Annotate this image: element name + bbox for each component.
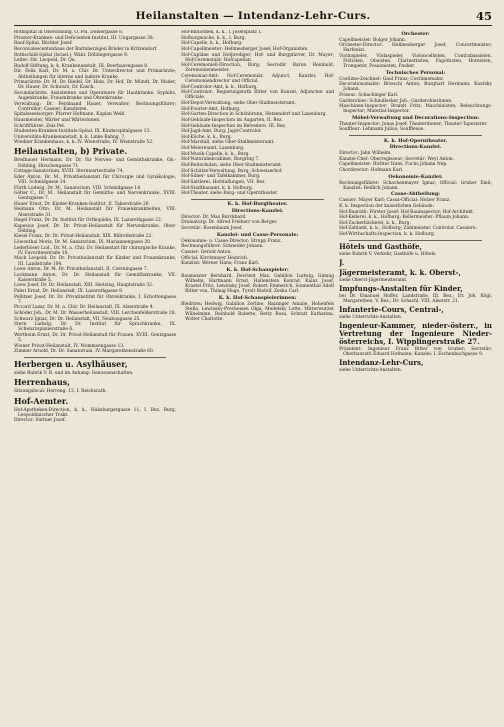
directory-entry: Ceremonial-Amt: Hof-Ceremoniär, Adjunct, Kanzlei; Hof-Ceremoniendirector und Official. — [181, 73, 335, 84]
directory-entry: Hausmeister, Wärter und Wärterinnen. — [14, 117, 101, 123]
directory-entry: Hegel Franz, Dr. Dr. Institut für Orthopädie, IX. Lazarethgasse 22. — [14, 218, 163, 224]
subsection-heading: Directions-Kanzlei. — [231, 207, 284, 214]
directory-entry: Hof-Marstall, siehe Ober-Stallmeisteramt. — [181, 140, 275, 146]
directory-entry: Hof-Meiereiamt, Laxenburg. — [181, 146, 245, 152]
directory-entry: Maschinen-Inspector: Brandt Fritz; Maschinisten; Beleuchtungs-Inspector; Material-Inspector. — [339, 104, 492, 115]
column-left — [14, 30, 176, 726]
section-heading: Herrenhaus, — [14, 377, 71, 388]
directory-entry: Baumeister Bernhard, Devrient Max, Gabillon Ludwig, Gimnig Wilhelm, Hartmann Ernst, Hallenstein Konrad, Kainz Josef, Krastel Fritz, Lewinsky Josef, Robert Emmerich, Sonnenthal Adolf Ritter von, Thimig Hugo, Tyrolt Rudolf, Zeska Carl. — [181, 273, 335, 295]
running-header — [14, 10, 492, 26]
directory-entry: Piccard Lazar, Dr. M. a. Chir. Dr. Heilanstalt, IX. Alserstraße 4. — [14, 305, 154, 311]
directory-entry: Bleibtreu Hedwig, Gabillon Zerline, Haizinger Amalie, Hohenfels Stella, Lewinsky-Precheisen Olga, Medelsky Lotte, Mitterwurzer Wilhelmine, Reinhold Babette, Retty Rosa, Schratt Katharina, Wolter Charlotte. — [181, 301, 335, 322]
directory-entry: Costüme-Zeichner: Gaul Franz; Costümemaler. — [339, 76, 444, 82]
directory-entry: Hof-Zahlamt, k. k., Hofburg; Zahlmeister, Controlor, Cassiere. — [339, 226, 478, 232]
subsection-heading: K. k. Hof-Schauspielerinnen: — [218, 294, 297, 301]
directory-entry: Kanzlei-Chef: Oberregisseur; Secretär: Weyl Anton. — [339, 156, 454, 162]
directory-entry: Rauf-Spital, Büchler Josef. — [14, 41, 73, 47]
directory-entry: Spitalsseelsorger: Pfarrer Hofmann, Kaplan Weiß. — [14, 112, 126, 118]
column-right — [339, 30, 492, 726]
section-divider — [349, 135, 482, 136]
directory-entry: Gölter C., Dr. M., Heilanstalt für Gemüths- und Nervenkranke, XVIII. Gentzgasse 7. — [14, 191, 177, 202]
directory-entry: Fürth Ludwig, Dr. M., Sanatorium, VIII. Schmidgasse 14. — [14, 185, 142, 191]
directory-entry: Hof-Fourier-Amt, Hofburg. — [181, 106, 241, 112]
directory-entry: Schriftführer: Zeis Pet. — [14, 123, 66, 129]
section-heading: Jägermeisteramt, k. k. Oberst-, — [339, 268, 461, 278]
section-divider — [191, 199, 324, 200]
directory-entry: Schöder Joh., Dr. M. Dr. Wasserheilanstalt, VIII. Lerchenfelderstraße 28. — [14, 311, 176, 317]
columns — [14, 30, 492, 726]
directory-entry: Hofburgwache, k. k., I. Burg. — [181, 35, 247, 41]
section-heading: Infanterie-Cours, Central-, — [339, 305, 444, 315]
directory-entry: siehe Oberst-Jägermeisteramt. — [339, 278, 408, 284]
directory-entry: Friseur: Schachinger Karl. — [339, 92, 399, 98]
directory-entry: Kiesel Franz, Dr. Dr. Privat-Heilanstalt, XIX. Billrothstraße 22. — [14, 234, 153, 240]
directory-entry: Loew Josef, Dr. Dr. Heilanstalt, XIII. Hietzing, Hauptstraße 32. — [14, 283, 154, 289]
directory-entry: siehe Unterrichts-Anstalten. — [339, 315, 403, 321]
subsection-heading: K. k. Hof-Operntheater. — [383, 137, 448, 144]
page-number: 45 — [475, 9, 492, 23]
directory-entry: Rechnungsführer: Schachenmayer Ignaz; Official: Gruber Emil; Kanzlist: Redlich Johann. — [339, 180, 492, 191]
directory-entry: Lederhöser Lud., Dr. M. a. Chir. Dr. Heilanstalt für chirurgische Kranke, IV. Favoritenstraße 16. — [14, 245, 177, 256]
directory-entry: Rothspital in Oberdöbling, O. Pöl. Döblergasse 8. — [14, 30, 124, 35]
directory-entry: Orchester-Director: Hellmesberger Josef; Concertmeister; Harfenist. — [339, 43, 492, 54]
subsection-heading: Möbel-Verwaltung und Decorations-Inspection: — [351, 114, 480, 121]
directory-entry: Hof-Stadtbauamt, k. k. Hofburg. — [181, 185, 254, 191]
directory-entry: Zimmer Arnold, Dr. Dr. Sanatorium, IV. Margarethenstraße 60. — [14, 349, 155, 355]
section-heading: Hof-Aemter. — [14, 395, 69, 406]
directory-entry: Capellmeister: Richter Hans, Fuchs Johann Nep. — [339, 162, 448, 168]
directory-entry: Hof-Küche, k. k., Burg. — [181, 134, 232, 140]
subsection-heading: Kanzlei- und Casse-Personale: — [216, 231, 299, 238]
directory-entry: Löwenthal Moriz, Dr. M. Sanatorium, IX. Mariannengasse 20. — [14, 240, 152, 246]
section-heading: Intendanz-Lehr-Curs, — [339, 358, 424, 368]
directory-entry: Decorationsmaler: Brioschi Anton; Burghart Hermann; Kautsky Johann. — [339, 82, 492, 93]
directory-entry: Hof-Gebäude-Inspection im Belvedere, III. Bez. — [181, 123, 287, 129]
directory-entry: Kapesius Josef, Dr. Dr. Privat-Heilanstalt für Nervenkranke, Ober-Döbling. — [14, 223, 177, 234]
directory-entry: Dramaturg: Dr. Alfred Freiherr von Berger. — [181, 220, 278, 226]
section-divider — [24, 357, 166, 358]
subsection-heading: Casse-Abtheilung: — [391, 191, 440, 198]
subsection-heading: Directions-Kanzlei. — [389, 144, 442, 151]
directory-entry: Hauer Ernst, Dr. Kinder-Kranken-Institut, II. Taborstraße 20. — [14, 201, 150, 207]
directory-entry: Hof-Baurath: Förster Josef; Hof-Bauinspector; Hof-Architekt. — [339, 209, 475, 215]
directory-entry: Souffleur: Lehmann Julius; Souffleuse. — [339, 127, 425, 133]
directory-entry: Hof-Ceremoniell-Direction, Burg; Secretär Baron Reinhold, Zeremonienmeister. — [181, 63, 335, 74]
directory-entry: Hof-Depot-Verwaltung, siehe Ober-Stallmeisteramt. — [181, 100, 297, 106]
directory-entry: Hof-Controlor-Amt, k. k., Hofburg. — [181, 84, 258, 90]
section-heading: Ingenieur-Kammer, nieder-österr., in Vertretung der Ingenieure Nieder-österreichs, I. Wipplingerstraße 27. — [339, 321, 492, 347]
subsection-heading: K. k. Hof-Schauspieler: — [226, 266, 289, 273]
directory-entry: Secretär: Rosenbaum Josef. — [181, 226, 243, 232]
directory-entry: siehe Unterrichts-Anstalten. — [339, 368, 403, 374]
directory-entry: Primarärzte: Dr. M. Dr. Riedel, Dr. Hein, Dr. Hof, Dr. Mündt, Dr. Mader, Dr. Hauer, Dr. Schwarz, Dr. Kasch. — [14, 80, 177, 91]
directory-entry: Hof-Gebäude-Inspection im Augarten, II. Bez. — [181, 117, 283, 123]
directory-entry: Official: Kirchmayer Heinrich. — [181, 255, 249, 261]
directory-entry: Luckmann Anton, Dr. Dr. Heilanstalt für Gemüthskranke, VII. Kaiserstraße 5. — [14, 272, 177, 283]
directory-entry: Wiedner Krankenhaus, k. k. IV. Wienstraße, IV. Wienstraße 52. — [14, 140, 154, 146]
subsection-heading: Orchester: — [401, 30, 430, 37]
directory-entry: siehe Rubrik V. B. und im Anhang: Genossenschaften. — [14, 371, 134, 377]
directory-entry: Studenten-Kranken-Instituts-Spital, IX. Kinderspitalgasse 13. — [14, 129, 151, 135]
section-heading: Impfungs-Anstalten für Kinder, — [339, 284, 463, 294]
directory-entry: Cottage-Sanatorium, XVIII. Sternwartestraße 74. — [14, 169, 124, 175]
directory-entry: Hof-Apotheken-Direction, k. k., Habsburgergasse 11, I. Bez. Burg, Leopoldinischer Trakt. — [14, 407, 177, 418]
directory-entry: Hof-Silber- und Tafelkammer, Burg. — [181, 174, 261, 180]
directory-entry: Theater-Inspector: Jonas Josef; Theaterdiener; Theater-Tapezierer. — [339, 121, 488, 127]
directory-entry: Leiter: Dir. Leopold, Dr. Qu. — [14, 58, 76, 64]
directory-entry: Reconvalescentenhaus der Barmherzigen Brüder in Kritzendorf. — [14, 46, 158, 52]
subsection-heading: Technisches Personal: — [385, 69, 446, 76]
subsection-heading: Oekonomie-Kanzlei: — [388, 173, 443, 180]
directory-entry: Eder Anton, Dr. M., Privatheilanstalt für Chirurgie und Gynäkologie, VIII. Schmidgasse 14. — [14, 174, 177, 185]
directory-entry: Stern Ludwig, Dr. Dr. Institut für Sprachkranke, IX. Schwarzspanierstraße 6. — [14, 322, 177, 333]
directory-entry: Hof-Zuckerbäckerei, k. k., Burg. — [339, 220, 411, 226]
directory-entry: Hof-Capläne und Hofprediger; Hof- und Burgpfarrer, Dr. Mayer; Hof-Ceremoniär; Hofcapellan. — [181, 52, 335, 63]
section-heading: J. — [339, 258, 345, 268]
directory-entry: Secundarärzte, Assistenten und Operateure für Hautkranke, Syphilis, Augenkranke, Frauenkranke und Ohrenkranke. — [14, 90, 177, 101]
directory-entry: Cassier: Mayer Karl; Cassa-Official: Holzer Franz. — [339, 198, 451, 204]
directory-entry: Chordirector: Hofmann Karl. — [339, 168, 404, 174]
directory-entry: bei Dr. Emanuel Hoffer, Landstraße, III. Bez.; Dr. Joh. Kögl, Margarethen, V. Bez.; Dr. Schachl, VIII. Alserstr. 21. — [339, 294, 492, 305]
directory-entry: Hof-Bibliothek, k. k., I. Josefsplatz 1. — [181, 30, 263, 35]
section-heading: Heilanstalten, b) Private. — [14, 146, 128, 157]
directory-entry: Hof-Wirthschafts-Inspection, k. k. Hofburg. — [339, 232, 436, 238]
directory-entry: Director: Suttner Josef. — [14, 418, 66, 424]
directory-entry: Hof-Sattlerei, Hofstallungen, VII. Bez. — [181, 179, 266, 185]
directory-entry: Bredhauer Hermann, Dr. Dr. für Nerven- und Gemüthskranke, Ob.-Döbling, Hirschengasse 71. — [14, 158, 177, 169]
directory-entry: Priester-Kranken- und Deficienten-Institut, III. Ungargasse 38. — [14, 35, 155, 41]
column-middle — [181, 30, 334, 726]
subsection-heading: K. k. Hof-Burgtheater. — [227, 201, 288, 208]
directory-entry: Sitzungslocal: Herreng. 13, I. Reichsrath. — [14, 389, 107, 395]
directory-entry: Hof-Kellerei, k. k., Hofburg; Kellermeister: Pflaum Johann. — [339, 215, 470, 221]
section-heading: Herbergen u. Asylhäuser, — [14, 359, 128, 370]
directory-entry: siehe Rubrik V. Verkehr, Gasthöfe u. Hôtels. — [339, 252, 437, 258]
directory-entry: Rudolf-Stiftung, k. k. Krankenanstalt, III. Boerhaavegasse 8. — [14, 63, 149, 69]
directory-entry: Capellmeister: Bolger Johann. — [339, 37, 407, 43]
directory-entry: Hof-Schätze-Verwaltung, Burg, Schweizerhof. — [181, 168, 283, 174]
section-divider — [349, 240, 482, 241]
directory-entry: Oekonomie- u. Casse-Director: Strupp Franz. — [181, 238, 282, 244]
directory-entry: Heimann Otto, Dr. M. Heilanstalt für Frauenkrankheiten, VIII. Alserstraße 31. — [14, 207, 177, 218]
directory-entry: Hof-Reitschulen, siehe Ober-Stallmeisteramt. — [181, 163, 283, 168]
directory-entry: Dir. Felix Karl, Dr. M. a. Chir. Dr. Unterdirector und Primarärzte; Abtheilungen für interne und äußere Kranke. — [14, 69, 177, 80]
directory-entry: Mack Leopold, Dr. Dr. Privatheilanstalt für Kinder und Frauenkranke, III. Landstraße 104. — [14, 256, 177, 267]
directory-entry: Rechnungsführer: Schneider Johann. — [181, 244, 264, 250]
directory-entry: Pollitzer Josef, Dr. Dr. Privatinstitut für Ohrenkranke, I. Schottengasse 7. — [14, 294, 177, 305]
directory-entry: Wiener Privat-Heilanstalt, IV. Mommsengasse 13. — [14, 343, 125, 349]
directory-entry: Garderobier: Schindlecker Joh.; Garderobierinnen. — [339, 98, 453, 104]
directory-entry: Kanzlist: Werner Hans; Franz Karl. — [181, 261, 260, 267]
directory-entry: Hof-Capellmeister: Hellmesberger Josef; Hof-Organisten. — [181, 46, 309, 52]
directory-entry: Hof-Jagd-Amt, Burg; Jagd-Controlor. — [181, 129, 262, 135]
directory-entry: Hof-Musik-Capelle, k. k., Burg. — [181, 151, 250, 157]
directory-entry: Hof-Naturaliencabinet, Burgring 7. — [181, 157, 260, 163]
section-heading: Hôtels und Gasthöfe, — [339, 242, 422, 252]
directory-entry: Präsident: Ingenieur Franz Ritter von Gruber; Secretär: Oberbaurath Eduard Hofmann; Kanzlei: I. Eschenbachgasse 9. — [339, 347, 492, 358]
directory-entry: Hof-Capelle, k. k., Hofburg. — [181, 41, 243, 47]
directory-entry: Wertheim Ernst, Dr. Dr. Privat-Heilanstalt für Frauen, XVIII. Gentzgasse 5. — [14, 333, 177, 344]
directory-entry: Cassier: Gerold Anton. — [181, 250, 232, 255]
directory-entry: Director: Dr. Max Burckhard. — [181, 214, 247, 220]
directory-entry: Pabst Ernst, Dr. Heilanstalt, IX. Lazarethgasse 9. — [14, 289, 124, 295]
directory-entry: Loew Anton, Dr. M. Dr. Privatheilanstalt, II. Czerningasse 7. — [14, 267, 148, 273]
directory-entry: Schwarz Ignaz, Dr. Dr. Heilanstalt, VII. Neubaugasse 25. — [14, 316, 141, 322]
directory-entry: K. k. Inspection der kaiserlichen Gebäude: — [339, 203, 435, 209]
directory-entry: Violinspieler, Violaspieler, Violoncellisten, Contrabassisten, Flötisten, Oboisten, Clarinettisten, Fagottisten, Hornisten, Trompeter, Posaunisten, Pauker. — [339, 53, 492, 69]
directory-entry: Hof-Theater, siehe Burg- und Operntheater. — [181, 191, 279, 197]
directory-entry: Hof-Garten-Direction in Schönbrunn, Hetzendorf und Laxenburg. — [181, 112, 327, 118]
directory-entry: Director: Jahn Wilhelm. — [339, 151, 392, 157]
directory-entry: Universitäts-Krankenanstalt, k. k. Linke Bahng. 7. — [14, 134, 126, 140]
page-header-title: Heilanstalten — Intendanz-Lehr-Curs. — [135, 10, 371, 22]
directory-entry: Hof-Controlor: Regierungsrath Ritter von Kunzel, Adjuncten und Officiale. — [181, 90, 335, 101]
directory-entry: Verwaltung: Dr. Ferdinand Hauer, Verwalter; Rechnungsführer; Controllor; Cassier; Kanzlisten. — [14, 101, 177, 112]
directory-entry: Rothschild-Spital (Israel.), Währ. Döblingergasse 9. — [14, 52, 129, 58]
